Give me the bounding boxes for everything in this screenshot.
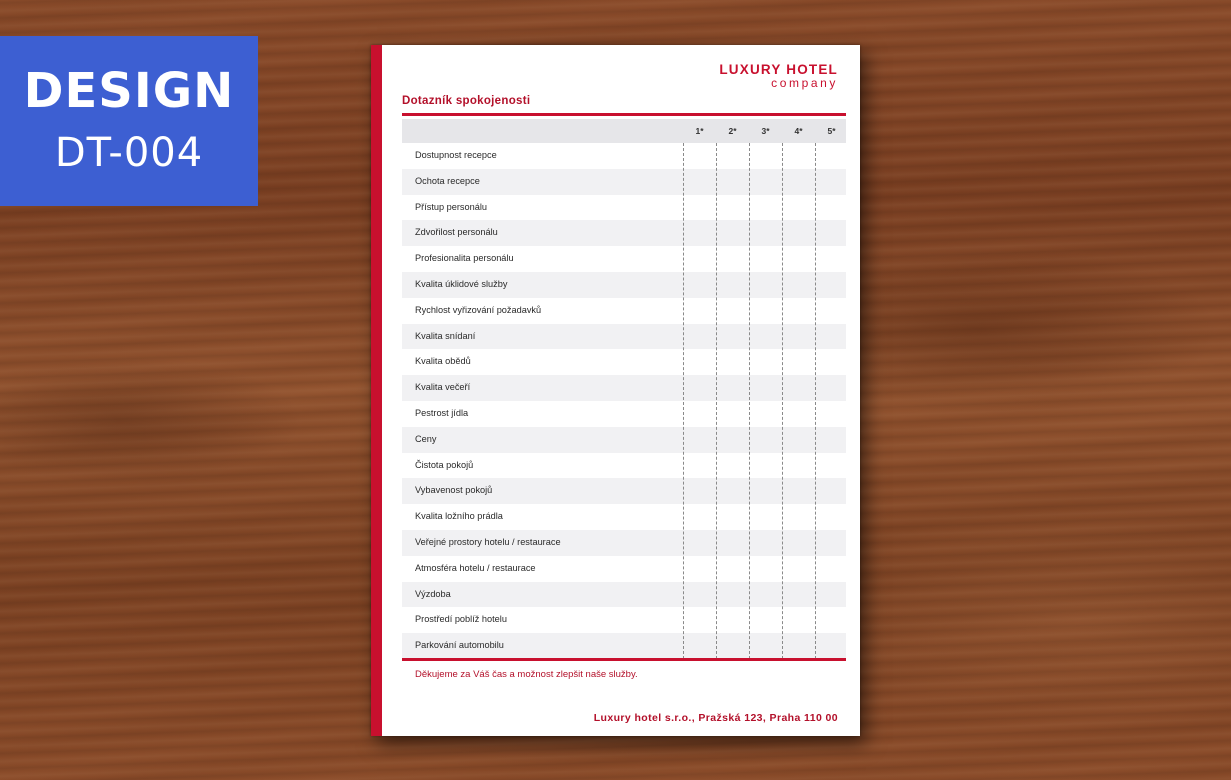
survey-item-label: Atmosféra hotelu / restaurace (415, 562, 536, 573)
page-title: Dotazník spokojenosti (402, 95, 531, 107)
survey-item-label: Prostředí poblíž hotelu (415, 614, 507, 625)
survey-table (402, 119, 846, 659)
table-row (402, 607, 846, 633)
badge-code: DT-004 (54, 130, 204, 176)
table-row (402, 324, 846, 350)
accent-stripe (371, 45, 382, 736)
survey-item-label: Kvalita snídaní (415, 330, 476, 341)
survey-item-label: Kvalita obědů (415, 356, 471, 367)
survey-item-label: Přístup personálu (415, 201, 488, 212)
survey-item-label: Profesionalita personálu (415, 253, 514, 264)
table-row (402, 453, 846, 479)
table-row (402, 246, 846, 272)
brand-subtitle: company (771, 76, 838, 90)
table-row (402, 349, 846, 375)
survey-item-label: Kvalita večeří (415, 382, 471, 393)
table-row (402, 504, 846, 530)
rating-column-header: 4* (794, 126, 803, 136)
table-row (402, 582, 846, 608)
badge-title: DESIGN (23, 63, 235, 119)
table-row (402, 143, 846, 169)
survey-item-label: Dostupnost recepce (415, 150, 497, 160)
table-row (402, 478, 846, 504)
table-row (402, 298, 846, 324)
brand-logo (719, 63, 838, 90)
table-row (402, 401, 846, 427)
table-row (402, 220, 846, 246)
rating-column-header: 2* (728, 126, 737, 136)
table-row (402, 195, 846, 221)
rating-column-header: 5* (827, 126, 836, 136)
brand-name: LUXURY HOTEL (719, 62, 838, 77)
table-row (402, 169, 846, 195)
table-row (402, 556, 846, 582)
survey-item-label: Veřejné prostory hotelu / restaurace (415, 536, 561, 547)
survey-item-label: Kvalita ložního prádla (415, 511, 503, 522)
table-header-row (402, 119, 846, 143)
table-row (402, 633, 846, 659)
table-row (402, 272, 846, 298)
survey-item-label: Čistota pokojů (415, 459, 474, 470)
survey-item-label: Zdvořilost personálu (415, 227, 498, 238)
survey-item-label: Rychlost vyřizování požadavků (415, 304, 542, 315)
survey-item-label: Ceny (415, 433, 437, 444)
questionnaire-sheet (371, 45, 860, 736)
survey-item-label: Výzdoba (415, 588, 451, 599)
survey-item-label: Kvalita úklidové služby (415, 278, 508, 289)
table-row (402, 427, 846, 453)
company-address: Luxury hotel s.r.o., Pražská 123, Praha 110 00 (593, 712, 838, 724)
bottom-divider (402, 658, 846, 661)
table-row (402, 375, 846, 401)
rating-column-header: 1* (695, 126, 704, 136)
rating-column-header: 3* (761, 126, 770, 136)
table-row (402, 530, 846, 556)
survey-item-label: Parkování automobilu (415, 640, 504, 651)
survey-item-label: Vybavenost pokojů (415, 485, 493, 496)
design-badge (0, 36, 258, 206)
top-divider (402, 113, 846, 116)
thank-you-note: Děkujeme za Váš čas a možnost zlepšit naše služby. (415, 669, 638, 680)
survey-item-label: Ochota recepce (415, 175, 480, 186)
survey-item-label: Pestrost jídla (415, 407, 469, 418)
